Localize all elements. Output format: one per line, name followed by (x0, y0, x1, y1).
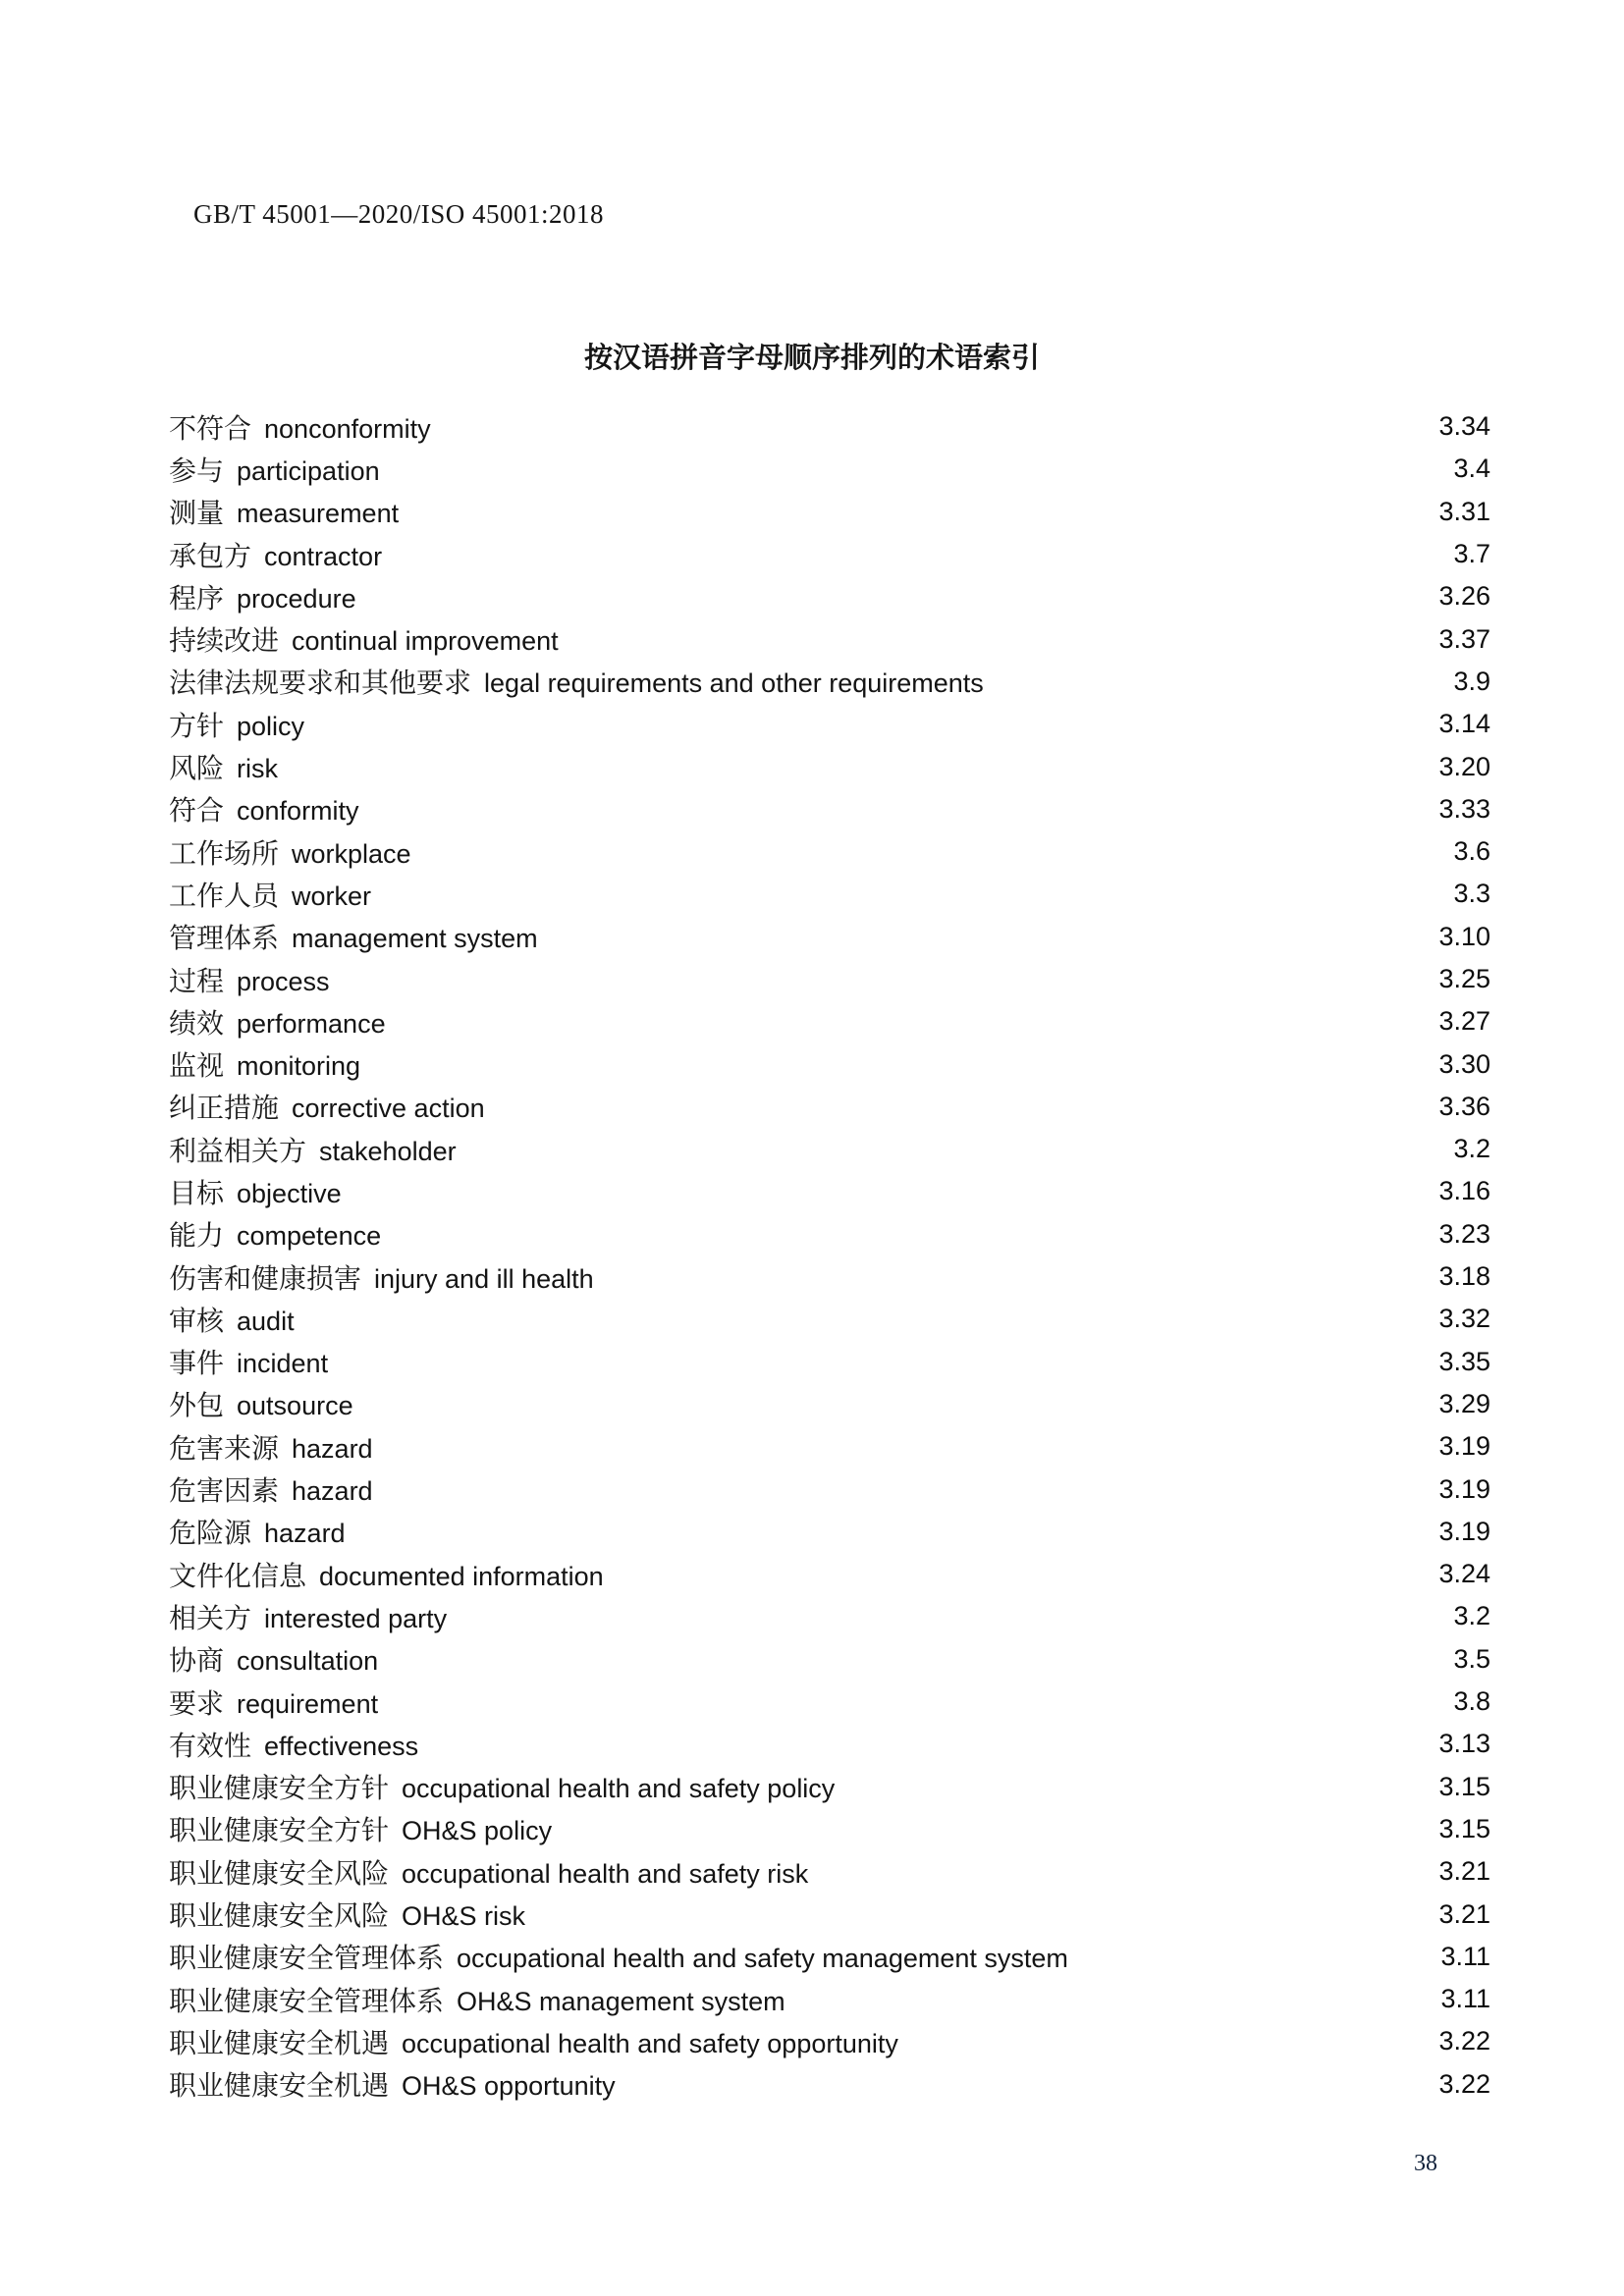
index-row (169, 533, 1490, 575)
term (169, 1384, 353, 1423)
term (169, 789, 359, 828)
term-chinese: 要求 (169, 1688, 225, 1720)
term-clause-number: 3.18 (1438, 1261, 1490, 1292)
index-row (169, 916, 1490, 958)
term (169, 832, 411, 872)
term-clause-number: 3.37 (1438, 623, 1490, 654)
term-clause-number: 3.6 (1453, 836, 1490, 867)
term-english: participation (237, 455, 380, 486)
term-clause-number: 3.15 (1438, 1771, 1490, 1801)
term-chinese: 符合 (169, 796, 225, 828)
index-row (169, 661, 1490, 703)
term-english: audit (237, 1306, 295, 1336)
term-chinese: 绩效 (169, 1008, 225, 1040)
term-chinese: 危害来源 (169, 1433, 280, 1465)
term (169, 1980, 785, 2019)
index-row (169, 1681, 1490, 1723)
index-row (169, 2063, 1490, 2106)
term-chinese: 测量 (169, 499, 225, 530)
term-clause-number: 3.10 (1438, 921, 1490, 951)
term (169, 492, 399, 531)
term (169, 535, 382, 574)
term-index-list (169, 405, 1490, 2106)
term-chinese: 纠正措施 (169, 1094, 280, 1125)
term-clause-number: 3.29 (1438, 1388, 1490, 1418)
index-row (169, 1936, 1490, 1978)
term-clause-number: 3.32 (1438, 1304, 1490, 1334)
term-english: policy (237, 711, 305, 741)
term-chinese: 职业健康安全风险 (169, 1858, 390, 1890)
term (169, 450, 380, 489)
term-chinese: 不符合 (169, 413, 252, 445)
index-row (169, 1595, 1490, 1637)
index-row (169, 491, 1490, 533)
term-english: management system (292, 924, 538, 954)
index-row (169, 2020, 1490, 2062)
term (169, 577, 356, 616)
index-row (169, 1341, 1490, 1383)
index-row (169, 1086, 1490, 1128)
term-clause-number: 3.9 (1453, 666, 1490, 696)
index-row (169, 1511, 1490, 1553)
index-row (169, 873, 1490, 915)
term-english: competence (237, 1221, 382, 1252)
index-row (169, 703, 1490, 745)
index-row (169, 1638, 1490, 1681)
term-clause-number: 3.34 (1438, 411, 1490, 442)
term-chinese: 程序 (169, 583, 225, 614)
term-english: outsource (237, 1391, 353, 1421)
term-clause-number: 3.15 (1438, 1813, 1490, 1843)
term (169, 1682, 378, 1722)
term (169, 1087, 485, 1126)
term (169, 1172, 342, 1211)
term-english: worker (292, 881, 372, 911)
term-english: stakeholder (319, 1136, 457, 1166)
term-chinese: 外包 (169, 1391, 225, 1422)
term-english: nonconformity (264, 413, 431, 444)
term (169, 1130, 457, 1169)
index-row (169, 1808, 1490, 1850)
term-chinese: 持续改进 (169, 626, 280, 658)
term-english: continual improvement (292, 626, 559, 657)
term-english: OH&S opportunity (402, 2071, 616, 2102)
term-english: occupational health and safety management system (457, 1944, 1068, 1974)
term-clause-number: 3.21 (1438, 1856, 1490, 1887)
term-chinese: 职业健康安全方针 (169, 1774, 390, 1805)
term (169, 1767, 835, 1806)
term-english: occupational health and safety risk (402, 1858, 809, 1889)
index-row (169, 745, 1490, 787)
term-clause-number: 3.24 (1438, 1559, 1490, 1589)
term-clause-number: 3.22 (1438, 2068, 1490, 2099)
term-clause-number: 3.21 (1438, 1898, 1490, 1929)
term-english: documented information (319, 1561, 604, 1591)
term-clause-number: 3.19 (1438, 1516, 1490, 1546)
term-english: OH&S management system (457, 1986, 785, 2016)
term-english: workplace (292, 838, 411, 869)
term-clause-number: 3.31 (1438, 496, 1490, 526)
index-row (169, 575, 1490, 617)
term (169, 1214, 381, 1254)
index-row (169, 1213, 1490, 1255)
index-row (169, 1255, 1490, 1298)
term-clause-number: 3.7 (1453, 539, 1490, 569)
term-chinese: 相关方 (169, 1603, 252, 1634)
term-clause-number: 3.27 (1438, 1006, 1490, 1037)
index-row (169, 1383, 1490, 1425)
term-clause-number: 3.14 (1438, 709, 1490, 739)
term-english: conformity (237, 796, 359, 827)
term-english: performance (237, 1008, 386, 1039)
term-clause-number: 3.3 (1453, 879, 1490, 909)
term-chinese: 审核 (169, 1306, 225, 1337)
term (169, 1639, 378, 1679)
term-chinese: 方针 (169, 711, 225, 742)
index-row (169, 1298, 1490, 1340)
term-english: measurement (237, 499, 400, 529)
term-english: corrective action (292, 1094, 485, 1124)
term-clause-number: 3.30 (1438, 1048, 1490, 1079)
term-clause-number: 3.35 (1438, 1346, 1490, 1376)
term-english: hazard (292, 1433, 373, 1464)
index-row (169, 958, 1490, 1000)
term-chinese: 职业健康安全管理体系 (169, 1944, 445, 1975)
term-chinese: 能力 (169, 1221, 225, 1253)
index-row (169, 1978, 1490, 2020)
term-english: legal requirements and other requirements (484, 668, 984, 699)
term-english: objective (237, 1178, 342, 1208)
term (169, 1002, 386, 1041)
term-english: risk (237, 754, 279, 784)
term-clause-number: 3.19 (1438, 1473, 1490, 1504)
index-row (169, 1042, 1490, 1085)
term (169, 1597, 447, 1636)
term (169, 1809, 552, 1848)
term-english: occupational health and safety opportunity (402, 2028, 898, 2058)
index-row (169, 1170, 1490, 1212)
term-chinese: 目标 (169, 1178, 225, 1209)
term-chinese: 职业健康安全机遇 (169, 2071, 390, 2103)
index-row (169, 1128, 1490, 1170)
term (169, 662, 984, 701)
term-clause-number: 3.2 (1453, 1134, 1490, 1164)
term-chinese: 参与 (169, 455, 225, 487)
term-clause-number: 3.20 (1438, 751, 1490, 781)
term (169, 1469, 373, 1509)
term-clause-number: 3.8 (1453, 1686, 1490, 1717)
term-chinese: 管理体系 (169, 924, 280, 955)
index-row (169, 1468, 1490, 1510)
term-chinese: 危害因素 (169, 1476, 280, 1508)
term-chinese: 危险源 (169, 1519, 252, 1550)
term (169, 1852, 808, 1892)
term (169, 960, 330, 999)
index-row (169, 405, 1490, 448)
index-row (169, 1850, 1490, 1893)
term-chinese: 利益相关方 (169, 1136, 307, 1167)
term-english: interested party (264, 1603, 448, 1633)
term-english: occupational health and safety policy (402, 1774, 836, 1804)
term-clause-number: 3.11 (1440, 1941, 1490, 1971)
term-english: monitoring (237, 1051, 361, 1082)
term-english: process (237, 966, 330, 996)
term-chinese: 承包方 (169, 541, 252, 572)
term-english: effectiveness (264, 1731, 419, 1761)
term-english: OH&S policy (402, 1816, 553, 1846)
term (169, 1342, 328, 1381)
term-chinese: 协商 (169, 1646, 225, 1678)
term-clause-number: 3.22 (1438, 2026, 1490, 2056)
term (169, 1427, 373, 1467)
term-clause-number: 3.5 (1453, 1643, 1490, 1674)
term-english: contractor (264, 541, 383, 571)
term-clause-number: 3.36 (1438, 1091, 1490, 1121)
index-row (169, 617, 1490, 660)
index-row (169, 788, 1490, 830)
term (169, 1937, 1068, 1976)
page-number: 38 (1414, 2151, 1437, 2176)
term (169, 2022, 898, 2061)
term-english: injury and ill health (374, 1263, 594, 1294)
term (169, 1895, 525, 1934)
index-row (169, 830, 1490, 873)
term (169, 1725, 418, 1764)
term-english: incident (237, 1349, 329, 1379)
term-clause-number: 3.19 (1438, 1431, 1490, 1462)
term-chinese: 职业健康安全风险 (169, 1901, 390, 1933)
term (169, 619, 559, 659)
term-chinese: 有效性 (169, 1731, 252, 1762)
term (169, 407, 431, 447)
index-row (169, 1893, 1490, 1935)
term (169, 2064, 616, 2104)
term (169, 1555, 604, 1594)
page-title: 按汉语拼音字母顺序排列的术语索引 (583, 343, 1040, 374)
term-chinese: 监视 (169, 1051, 225, 1083)
term-english: consultation (237, 1646, 379, 1677)
term-english: requirement (237, 1688, 379, 1719)
term-clause-number: 3.13 (1438, 1729, 1490, 1759)
index-row (169, 1425, 1490, 1468)
term-chinese: 过程 (169, 966, 225, 997)
term-clause-number: 3.2 (1453, 1601, 1490, 1631)
index-row (169, 1000, 1490, 1042)
term-clause-number: 3.23 (1438, 1218, 1490, 1249)
term (169, 917, 538, 956)
term-chinese: 工作人员 (169, 881, 280, 912)
term-chinese: 职业健康安全机遇 (169, 2028, 390, 2059)
term (169, 875, 371, 914)
term-chinese: 风险 (169, 754, 225, 785)
term-chinese: 文件化信息 (169, 1561, 307, 1592)
term-clause-number: 3.16 (1438, 1176, 1490, 1206)
term (169, 1512, 346, 1551)
index-row (169, 1766, 1490, 1808)
term-chinese: 法律法规要求和其他要求 (169, 668, 472, 700)
term (169, 1300, 295, 1339)
term (169, 747, 278, 786)
index-row (169, 1723, 1490, 1765)
term-chinese: 伤害和健康损害 (169, 1263, 362, 1295)
term-clause-number: 3.4 (1453, 454, 1490, 484)
term-chinese: 工作场所 (169, 838, 280, 870)
term-chinese: 事件 (169, 1349, 225, 1380)
term-english: hazard (292, 1476, 373, 1507)
term-clause-number: 3.25 (1438, 964, 1490, 993)
term-english: hazard (264, 1519, 346, 1549)
index-row (169, 448, 1490, 490)
term-clause-number: 3.33 (1438, 793, 1490, 824)
term-clause-number: 3.26 (1438, 581, 1490, 612)
term-english: procedure (237, 583, 356, 614)
term-english: OH&S risk (402, 1901, 526, 1932)
standard-number-header: GB/T 45001—2020/ISO 45001:2018 (193, 199, 605, 229)
index-row (169, 1553, 1490, 1595)
term (169, 1044, 360, 1084)
term-chinese: 职业健康安全方针 (169, 1816, 390, 1847)
term-clause-number: 3.11 (1440, 1984, 1490, 2014)
term (169, 705, 304, 744)
term-chinese: 职业健康安全管理体系 (169, 1986, 445, 2017)
term (169, 1257, 594, 1297)
